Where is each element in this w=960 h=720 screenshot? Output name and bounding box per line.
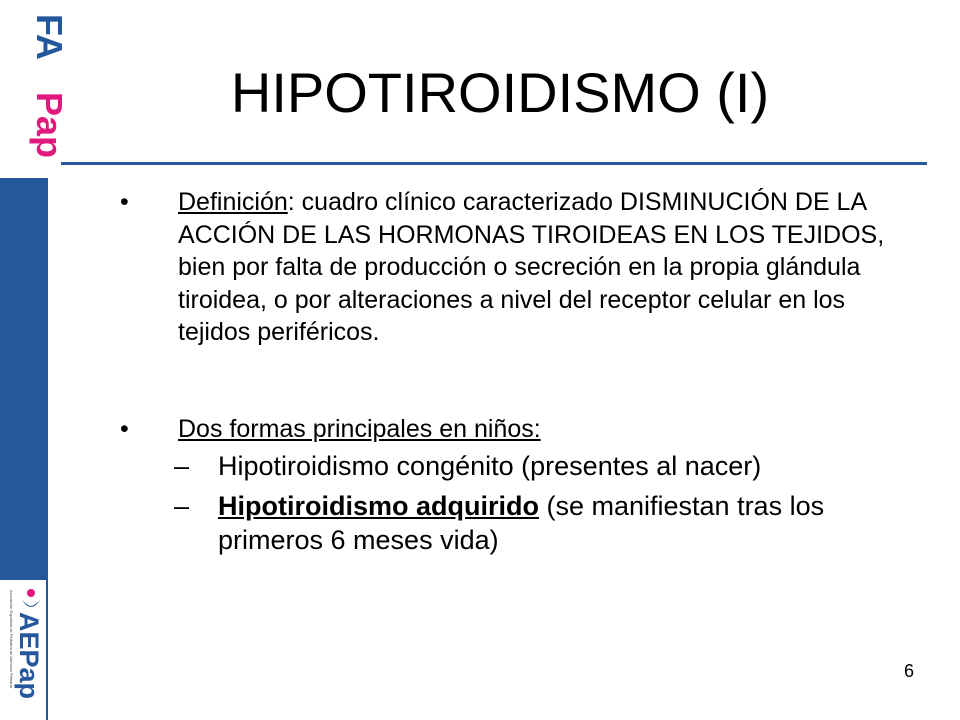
definition-label: Definición bbox=[178, 188, 288, 216]
fapap-logo-fa: FA bbox=[29, 14, 70, 61]
sub-item-dash: – bbox=[174, 451, 190, 481]
sub-item-label: Hipotiroidismo adquirido bbox=[218, 491, 539, 521]
title-divider bbox=[61, 162, 927, 165]
aepap-logo-text: AEPap bbox=[14, 612, 44, 700]
fapap-logo bbox=[4, 6, 70, 159]
page-number: 6 bbox=[903, 661, 914, 681]
aepap-figure-head bbox=[27, 589, 35, 597]
sub-item-text: Hipotiroidismo congénito (presentes al nacer) bbox=[218, 451, 762, 481]
sub-item-text: (se manifiestan tras los primeros 6 meses vida) bbox=[218, 491, 825, 555]
bullet-dot: • bbox=[120, 188, 129, 216]
aepap-logo-small-text: Asociación Española de Pediatría de Atención Primaria bbox=[9, 590, 14, 688]
fapap-logo-pap: Pap bbox=[29, 92, 70, 159]
sub-item-acquired bbox=[120, 489, 920, 557]
brand-side-bar bbox=[0, 178, 48, 580]
brand-top-area bbox=[0, 0, 70, 178]
slide-content bbox=[120, 186, 920, 557]
bullet-definition bbox=[120, 186, 920, 349]
aepap-logo bbox=[2, 584, 44, 714]
forms-label: Dos formas principales en niños: bbox=[178, 414, 541, 443]
bullet-dot: • bbox=[120, 414, 129, 443]
definition-text: : cuadro clínico caracterizado DISMINUCIÓN DE LA ACCIÓN DE LAS HORMONAS TIROIDEAS EN LOS TEJIDOS, bien por falta de producción o secreción en la propia glándula tiroidea, o por alteraciones a nivel del receptor celular en los tejidos periféricos. bbox=[178, 188, 885, 346]
slide-title: HIPOTIROIDISMO (I) bbox=[230, 61, 770, 124]
sub-item-dash: – bbox=[174, 491, 190, 521]
aepap-figure-body bbox=[22, 600, 40, 607]
sub-item-congenital bbox=[120, 449, 920, 483]
bullet-forms bbox=[120, 413, 920, 446]
brand-bottom-area bbox=[0, 580, 48, 720]
